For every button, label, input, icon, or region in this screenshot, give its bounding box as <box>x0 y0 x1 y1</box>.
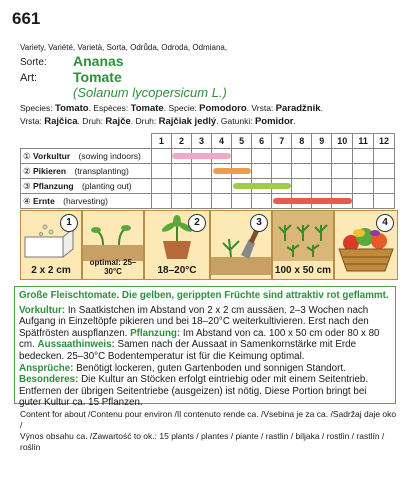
plant-spacing: 100 x 50 cm <box>274 265 332 276</box>
month-6: 6 <box>252 134 272 149</box>
calendar-bar-vorkultur <box>172 153 230 159</box>
step-harvest-panel <box>334 210 398 280</box>
month-4: 4 <box>212 134 232 149</box>
content-footer <box>20 409 400 453</box>
species-translations-line-2: Vrsta: Rajčica. Druh: Rajče. Druh: Rajčiak jedlý. Gatunki: Pomidor. <box>20 116 296 127</box>
month-12: 12 <box>374 134 395 149</box>
art-label: Art: <box>20 72 38 84</box>
month-11: 11 <box>353 134 374 149</box>
germination-temperature: optimal: 25–30°C <box>89 258 137 276</box>
footer-line-1: Content for about /Contenu pour environ /Il contenuto rende ca. /Vsebina je za ca. /Sadržaj daje oko / <box>20 409 397 430</box>
month-7: 7 <box>272 134 292 149</box>
plant-rows-icon <box>273 211 333 261</box>
footer-line-2: Výnos obsahu ca. /Zawartość to ok.: 15 plants / plantes / piante / rastlin / biljaka / rostlin / rastlín / roślin <box>20 431 385 452</box>
step-pricking-panel <box>144 210 210 280</box>
anspruche-text: Benötigt lockeren, guten Gartenboden und sonnigen Standort. <box>73 362 346 374</box>
variety-label-line: Variety, Variété, Varietà, Sorta, Odrůda, Odroda, Odmiana, <box>20 43 228 52</box>
month-3: 3 <box>191 134 211 149</box>
besonderes-key: Besonderes: <box>19 374 79 386</box>
month-8: 8 <box>292 134 312 149</box>
pflanzung-key: Pflanzung: <box>130 327 181 339</box>
calendar-bar-pikieren <box>213 168 251 174</box>
product-code: 661 <box>12 9 41 28</box>
month-5: 5 <box>232 134 252 149</box>
step-number-1: 1 <box>60 214 78 232</box>
sorte-label: Sorte: <box>20 57 47 68</box>
pflanzung-text: Im Abstand von ca. 100 x 50 cm oder 80 x 80 cm. <box>19 327 380 351</box>
step-planting-panel <box>210 210 272 280</box>
sowing-spacing: 2 x 2 cm <box>31 265 71 276</box>
calendar-row-pflanzung: ③ Pflanzung (planting out) <box>21 179 395 194</box>
besonderes-text: Die Kultur an Stöcken erfolgt eintriebig oder mit einem Seitentrieb. Entfernen der übrigen Seitentriebe (ausgeizen) ist nötig. Diese Portion bringt bei guter Kultur ca. 15 Pflanzen. <box>19 374 369 409</box>
vorkultur-text: In Saatkistchen im Abstand von 2 x 2 cm aussäen. 2–3 Wochen nach Aufgang in Einzeltöpfe pikieren und bei 18–20°C weiterkultivieren. Erst nach den Spätfrösten auspflanzen. <box>19 304 369 339</box>
step-number-4: 4 <box>376 214 394 232</box>
calendar-row-pikieren: ② Pikieren (transplanting) <box>21 164 395 179</box>
calendar-row-vorkultur: ① Vorkultur (sowing indoors) <box>21 149 395 164</box>
description-headline: Große Fleischtomate. Die gelben, gerippten Früchte sind attraktiv rot geflammt. <box>19 290 389 301</box>
step-spacing-panel <box>272 210 334 280</box>
month-10: 10 <box>332 134 353 149</box>
aussaat-text: Samen nach der Aussaat in Samenkornstärke mit Erde bedecken. 25–30°C Bodentemperatur ist für die Keimung optimal. <box>19 339 357 362</box>
calendar-bar-pflanzung <box>233 183 291 189</box>
species-name: Tomate <box>73 69 122 85</box>
seedling-icon <box>83 211 143 261</box>
step-sowing-panel <box>20 210 82 280</box>
month-1: 1 <box>151 134 171 149</box>
vorkultur-key: Vorkultur: <box>19 304 66 316</box>
species-translations-line-1: Species: Tomato. Espèces: Tomate. Specie: Pomodoro. Vrsta: Paradžnik. <box>20 103 323 114</box>
step-number-2: 2 <box>188 214 206 232</box>
description-box <box>14 286 396 409</box>
anspruche-key: Ansprüche: <box>19 362 74 374</box>
variety-name: Ananas <box>73 53 124 69</box>
calendar-bar-ernte <box>273 198 352 204</box>
step-number-3: 3 <box>250 214 268 232</box>
month-2: 2 <box>171 134 191 149</box>
month-9: 9 <box>312 134 332 149</box>
aussaat-key: Aussaathinweis: <box>37 339 115 351</box>
calendar-row-ernte: ④ Ernte (harvesting) <box>21 194 395 209</box>
growing-temperature: 18–20°C <box>157 265 197 276</box>
latin-name: (Solanum lycopersicum L.) <box>73 85 227 100</box>
step-germination-panel <box>82 210 144 280</box>
